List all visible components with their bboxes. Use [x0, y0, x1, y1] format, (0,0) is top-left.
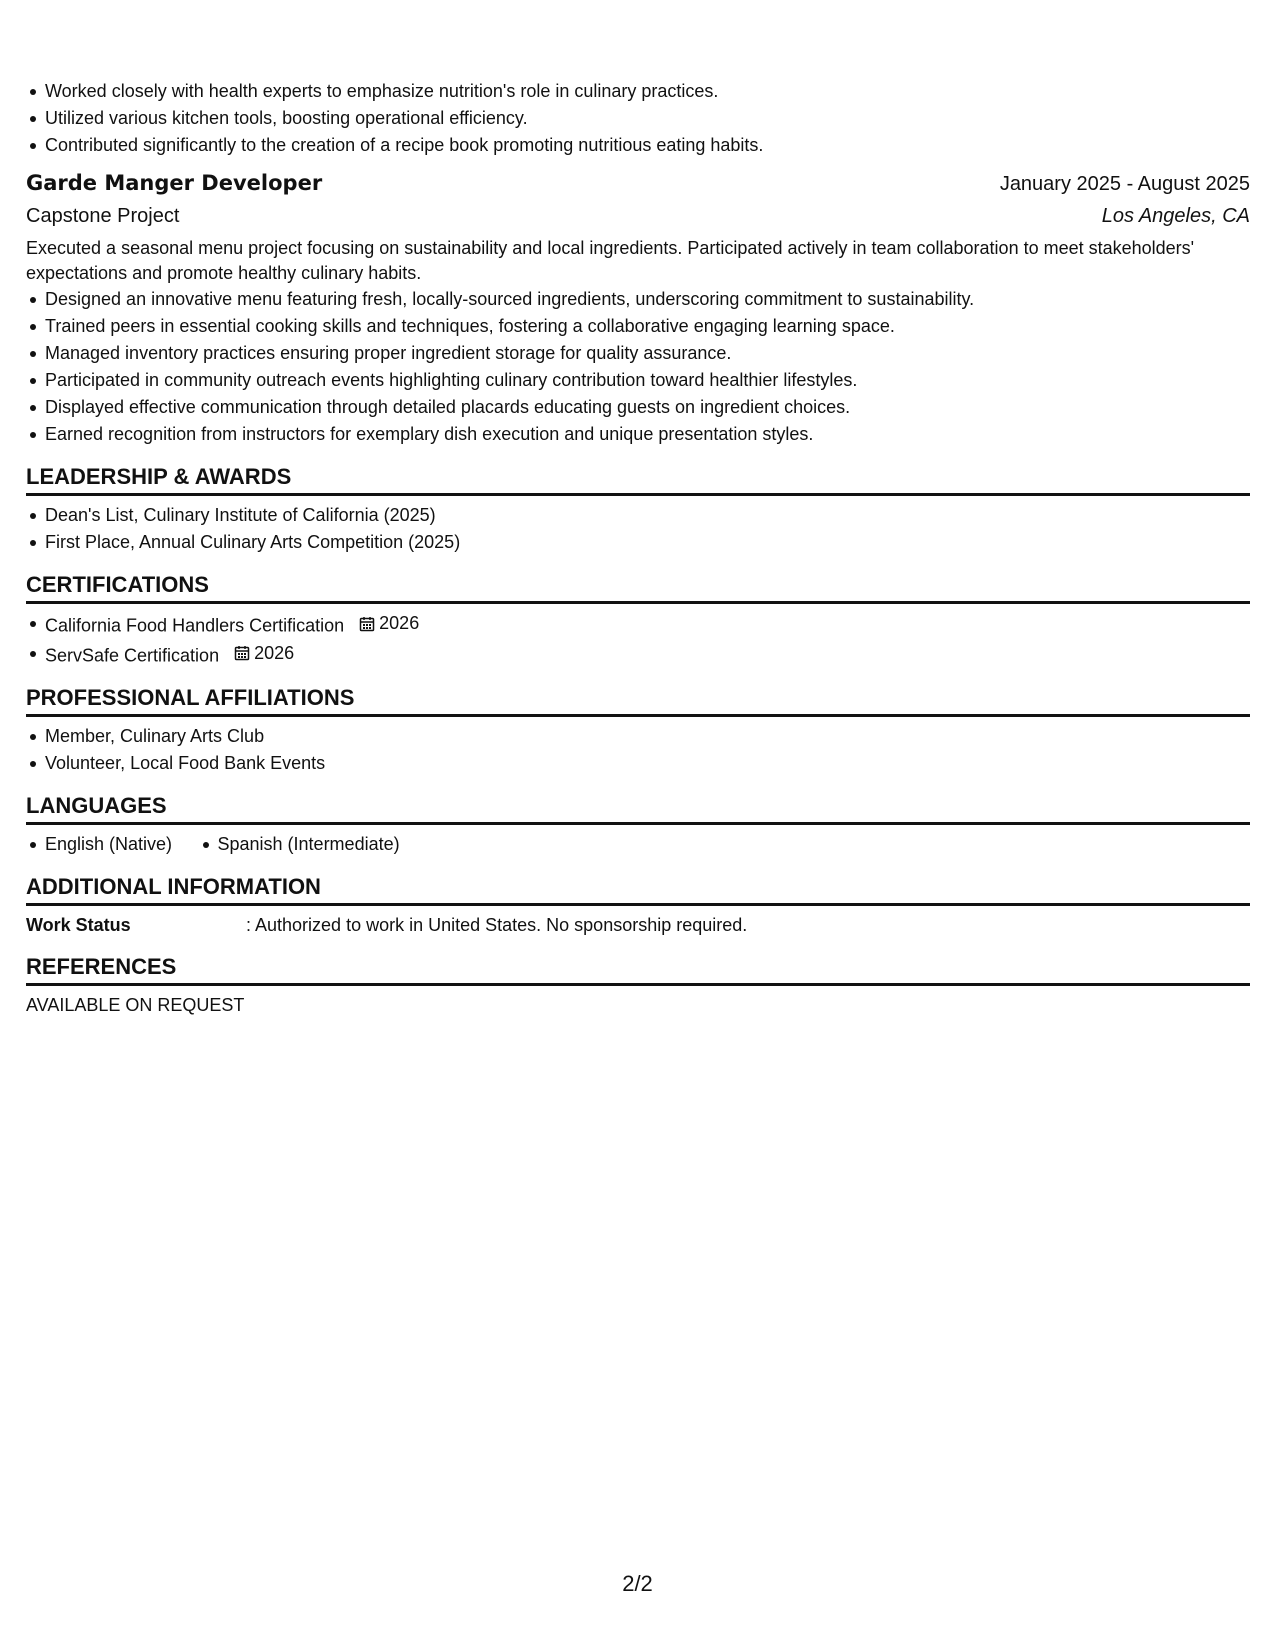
- resume-page: [26, 78, 1250, 1018]
- page-number: 2/2: [622, 1571, 653, 1596]
- list-item: Dean's List, Culinary Institute of California (2025): [26, 502, 1250, 529]
- list-item: Volunteer, Local Food Bank Events: [26, 750, 1250, 777]
- work-status-value: : Authorized to work in United States. No sponsorship required.: [246, 915, 748, 935]
- leadership-section: [26, 462, 1250, 556]
- calendar-icon: [359, 616, 375, 632]
- list-item: [26, 640, 1250, 670]
- list-item: First Place, Annual Culinary Arts Competition (2025): [26, 529, 1250, 556]
- section-title: LEADERSHIP & AWARDS: [26, 462, 1250, 496]
- list-item: Designed an innovative menu featuring fresh, locally-sourced ingredients, underscoring commitment to sustainability.: [26, 286, 1250, 313]
- references-text: AVAILABLE ON REQUEST: [26, 995, 245, 1015]
- section-title: REFERENCES: [26, 952, 1250, 986]
- list-item: Worked closely with health experts to emphasize nutrition's role in culinary practices.: [26, 78, 1250, 105]
- references-section: [26, 952, 1250, 1018]
- job-organization: Capstone Project: [26, 205, 180, 227]
- list-item: Contributed significantly to the creation of a recipe book promoting nutritious eating habits.: [26, 132, 1250, 159]
- calendar-icon: [234, 645, 250, 661]
- languages-section: [26, 791, 1250, 858]
- section-title: LANGUAGES: [26, 791, 1250, 825]
- job-description: Executed a seasonal menu project focusing on sustainability and local ingredients. Participated actively in team collaboration to meet stakeholders' expectations and promote healthy culinary habits.: [26, 238, 1195, 283]
- job-title: Garde Manger Developer: [26, 171, 323, 195]
- list-item: Participated in community outreach events highlighting culinary contribution toward healthier lifestyles.: [26, 367, 1250, 394]
- section-title: PROFESSIONAL AFFILIATIONS: [26, 683, 1250, 717]
- list-item: Utilized various kitchen tools, boosting operational efficiency.: [26, 105, 1250, 132]
- section-title: CERTIFICATIONS: [26, 570, 1250, 604]
- job-location: Los Angeles, CA: [1101, 205, 1250, 227]
- additional-info-section: [26, 872, 1250, 938]
- job-dates: January 2025 - August 2025: [999, 173, 1250, 195]
- job-bullets: [26, 286, 1250, 448]
- work-status-label: Work Status: [26, 915, 131, 935]
- list-item: Earned recognition from instructors for exemplary dish execution and unique presentation styles.: [26, 421, 1250, 448]
- job-entry: [26, 167, 1250, 448]
- list-item: Trained peers in essential cooking skills and techniques, fostering a collaborative engaging learning space.: [26, 313, 1250, 340]
- certification-name: ServSafe Certification: [45, 645, 220, 665]
- affiliations-section: [26, 683, 1250, 777]
- certifications-section: [26, 570, 1250, 669]
- list-item: English (Native): [26, 831, 172, 858]
- certification-name: California Food Handlers Certification: [45, 615, 345, 636]
- list-item: Member, Culinary Arts Club: [26, 723, 1250, 750]
- certification-year: 2026: [254, 642, 295, 663]
- certification-year: 2026: [379, 613, 420, 633]
- list-item: Spanish (Intermediate): [199, 831, 400, 858]
- list-item: Displayed effective communication through detailed placards educating guests on ingredient choices.: [26, 394, 1250, 421]
- section-title: ADDITIONAL INFORMATION: [26, 872, 1250, 906]
- previous-job-bullets: [26, 78, 1250, 159]
- list-item: Managed inventory practices ensuring proper ingredient storage for quality assurance.: [26, 340, 1250, 367]
- list-item: [26, 610, 1250, 640]
